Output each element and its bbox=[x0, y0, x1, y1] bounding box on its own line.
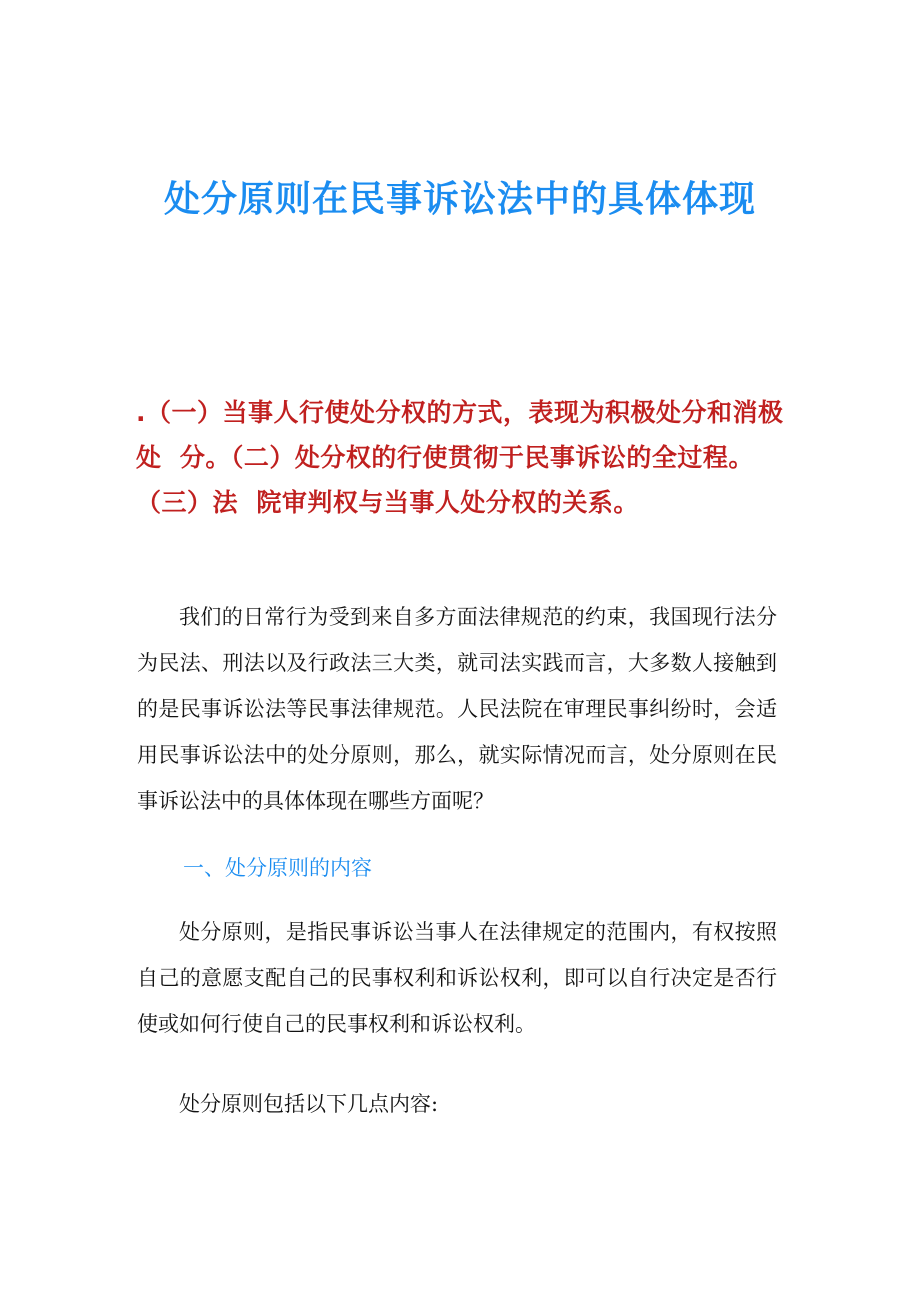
summary-text: .（一）当事人行使处分权的方式，表现为积极处分和消极处 分。（二）处分权的行使贯彻于民事诉讼的全过程。（三）法 院审判权与当事人处分权的关系。 bbox=[136, 398, 784, 517]
section-heading: 一、处分原则的内容 bbox=[183, 856, 372, 880]
definition-paragraph: 处分原则，是指民事诉讼当事人在法律规定的范围内，有权按照自己的意愿支配自己的民事权利和诉讼权利，即可以自行决定是否行使或如何行使自己的民事权利和诉讼权利。 bbox=[137, 920, 777, 1036]
content-intro-paragraph: 处分原则包括以下几点内容: bbox=[179, 1092, 439, 1116]
intro-paragraph: 我们的日常行为受到来自多方面法律规范的约束，我国现行法分为民法、刑法以及行政法三大类，就司法实践而言，大多数人接触到的是民事诉讼法等民事法律规范。人民法院在审理民事纠纷时，会适用民事诉讼法中的处分原则，那么，就实际情况而言，处分原则在民事诉讼法中的具体体现在哪些方面呢？ bbox=[137, 605, 777, 813]
document-title: 处分原则在民事诉讼法中的具体体现 bbox=[163, 179, 756, 220]
